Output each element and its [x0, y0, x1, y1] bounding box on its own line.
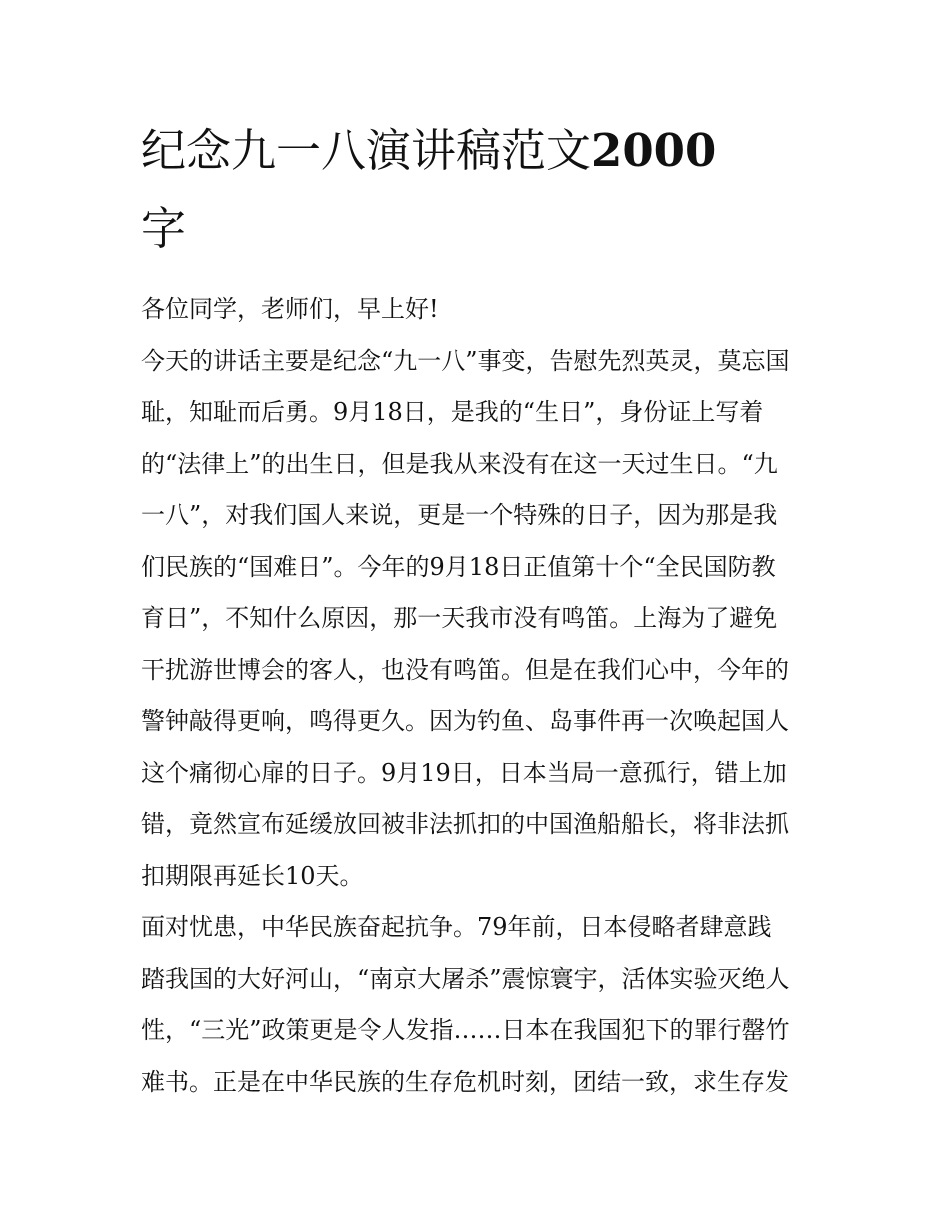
text-line: 干扰游世博会的客人，也没有鸣笛。但是在我们心中，今年的 — [141, 655, 789, 684]
text-line: 这个痛彻心扉的日子。9月19日，日本当局一意孤行，错上加 — [141, 758, 787, 787]
text-line: 性，“三光”政策更是令人发指……日本在我国犯下的罪行罄竹 — [141, 1016, 790, 1044]
text-line: 们民族的“国难日”。今年的9月18日正值第十个“全民国防教 — [141, 552, 776, 581]
document-page — [141, 112, 813, 1108]
title-number: 2000 — [591, 124, 717, 177]
text-line: 今天的讲话主要是纪念“九一八”事变，告慰先烈英灵，莫忘国 — [141, 346, 790, 375]
text-line: 警钟敲得更响，鸣得更久。因为钓鱼、岛事件再一次唤起国人 — [141, 707, 789, 735]
text-line: 各位同学，老师们，早上好! — [141, 295, 439, 323]
text-line: 面对忧患，中华民族奋起抗争。79年前，日本侵略者肆意践 — [141, 913, 772, 941]
text-line: 踏我国的大好河山，“南京大屠杀”震惊寰宇，活体实验灭绝人 — [141, 964, 790, 993]
text-line: 一八”，对我们国人来说，更是一个特殊的日子，因为那是我 — [141, 501, 778, 529]
text-line: 的“法律上”的出生日，但是我从来没有在这一天过生日。“九 — [141, 449, 778, 478]
document-body — [141, 284, 813, 1108]
document-title — [141, 112, 813, 268]
text-line: 错，竟然宣布延缓放回被非法抓扣的中国渔船船长，将非法抓 — [141, 810, 789, 838]
title-suffix: 字 — [141, 202, 187, 255]
title-text: 纪念九一八演讲稿范文 — [141, 124, 592, 177]
text-line: 耻，知耻而后勇。9月18日，是我的“生日”，身份证上写着 — [141, 398, 764, 426]
text-line: 扣期限再延长10天。 — [141, 861, 364, 890]
text-line: 育日”，不知什么原因，那一天我市没有鸣笛。上海为了避免 — [141, 604, 778, 632]
text-line: 难书。正是在中华民族的生存危机时刻，团结一致，求生存发 — [141, 1067, 789, 1096]
